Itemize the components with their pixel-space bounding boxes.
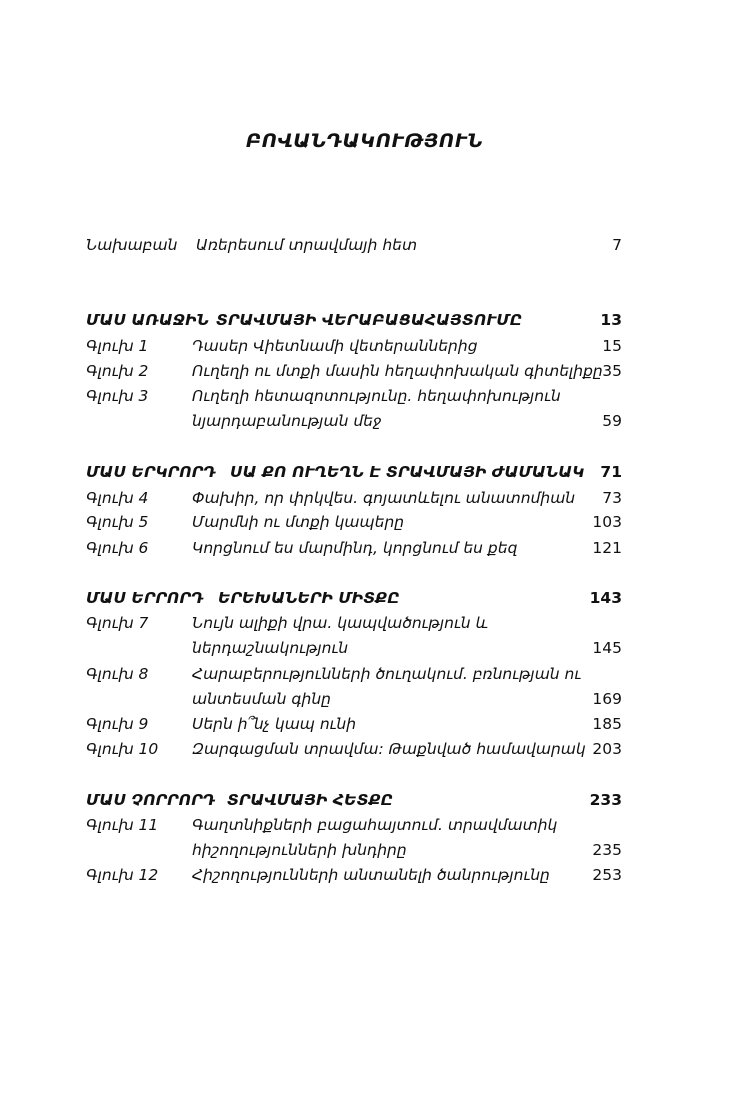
part-heading bbox=[86, 309, 622, 331]
chapter-title-line2: ներդաշնակություն bbox=[192, 639, 349, 657]
chapter-entry bbox=[86, 864, 622, 886]
chapter-label: Գլուխ 8 bbox=[86, 665, 149, 683]
part-title: ԵՐԵԽԱՆԵՐԻ ՄԻՏՔԸ bbox=[218, 589, 400, 607]
chapter-entry bbox=[86, 335, 622, 357]
chapter-title: Փախիր, որ փրկվես. գոյատևելու անատոմիան bbox=[192, 489, 576, 507]
chapter-label: Գլուխ 10 bbox=[86, 740, 159, 758]
chapter-title: Ուղեղի ու մտքի մասին հեղափոխական գիտելիքը bbox=[192, 362, 603, 380]
preface-page: 7 bbox=[612, 236, 622, 254]
chapter-label: Գլուխ 9 bbox=[86, 715, 149, 733]
preface-entry bbox=[86, 234, 622, 256]
part-page: 13 bbox=[600, 311, 622, 329]
chapter-page: 185 bbox=[592, 715, 622, 733]
chapter-title-line2: նյարդաբանության մեջ bbox=[192, 412, 382, 430]
part-title: ՍԱ ՔՈ ՈՒՂԵՂՆ Է ՏՐԱՎՄԱՅԻ ԺԱՄԱՆԱԿ bbox=[230, 463, 585, 481]
chapter-entry bbox=[86, 487, 622, 509]
part-label: ՄԱՍ ՉՈՐՐՈՐԴ bbox=[86, 791, 216, 809]
preface-title: Առերեսում տրավմայի հետ bbox=[196, 236, 418, 254]
part-heading bbox=[86, 587, 622, 609]
chapter-entry bbox=[86, 360, 622, 382]
chapter-entry-continued bbox=[86, 839, 622, 861]
chapter-label: Գլուխ 4 bbox=[86, 489, 149, 507]
chapter-label: Գլուխ 6 bbox=[86, 539, 149, 557]
page-title: ԲՈՎԱՆԴԱԿՈՒԹՅՈՒՆ bbox=[245, 130, 484, 152]
chapter-label: Գլուխ 11 bbox=[86, 816, 159, 834]
chapter-entry bbox=[86, 738, 622, 760]
chapter-entry-continued bbox=[86, 410, 622, 432]
chapter-title: Դասեր Վիետնամի վետերաններից bbox=[192, 337, 478, 355]
part-label: ՄԱՍ ԵՐՐՈՐԴ bbox=[86, 589, 204, 607]
chapter-page: 15 bbox=[602, 337, 622, 355]
part-title: ՏՐԱՎՄԱՅԻ ՎԵՐԱԲԱՑԱՀԱՅՏՈՒՄԸ bbox=[216, 311, 523, 329]
part-title: ՏՐԱՎՄԱՅԻ ՀԵՏՔԸ bbox=[227, 791, 394, 809]
chapter-label: Գլուխ 1 bbox=[86, 337, 149, 355]
chapter-title: Ուղեղի հետազոտությունը. հեղափոխություն bbox=[192, 387, 561, 405]
chapter-entry-continued bbox=[86, 637, 622, 659]
part-page: 71 bbox=[600, 463, 622, 481]
chapter-title: Սերն ի՞նչ կապ ունի bbox=[192, 715, 357, 733]
chapter-title: Կորցնում ես մարմինդ, կորցնում ես քեզ bbox=[192, 539, 518, 557]
chapter-entry bbox=[86, 511, 622, 533]
part-page: 143 bbox=[589, 589, 622, 607]
chapter-page: 203 bbox=[592, 740, 622, 758]
chapter-entry bbox=[86, 713, 622, 735]
chapter-title-line2: հիշողությունների խնդիրը bbox=[192, 841, 407, 859]
part-label: ՄԱՍ ԵՐԿՐՈՐԴ bbox=[86, 463, 216, 481]
chapter-entry bbox=[86, 663, 622, 685]
chapter-page: 121 bbox=[592, 539, 622, 557]
chapter-title: Զարգացման տրավմա: Թաքնված համավարակ bbox=[192, 740, 586, 758]
chapter-page: 253 bbox=[592, 866, 622, 884]
chapter-title: Նույն ալիքի վրա. կապվածություն և bbox=[192, 614, 489, 632]
chapter-entry bbox=[86, 537, 622, 559]
chapter-label: Գլուխ 2 bbox=[86, 362, 149, 380]
chapter-entry-continued bbox=[86, 688, 622, 710]
part-page: 233 bbox=[589, 791, 622, 809]
chapter-entry bbox=[86, 612, 622, 634]
chapter-label: Գլուխ 5 bbox=[86, 513, 149, 531]
chapter-label: Գլուխ 12 bbox=[86, 866, 159, 884]
chapter-page: 169 bbox=[592, 690, 622, 708]
chapter-page: 73 bbox=[602, 489, 622, 507]
chapter-entry bbox=[86, 385, 622, 407]
chapter-title: Մարմնի ու մտքի կապերը bbox=[192, 513, 405, 531]
chapter-title: Գաղտնիքների բացահայտում. տրավմատիկ bbox=[192, 816, 558, 834]
chapter-label: Գլուխ 7 bbox=[86, 614, 149, 632]
chapter-page: 59 bbox=[602, 412, 622, 430]
chapter-label: Գլուխ 3 bbox=[86, 387, 149, 405]
chapter-page: 35 bbox=[602, 362, 622, 380]
preface-label: Նախաբան bbox=[86, 236, 178, 254]
part-heading bbox=[86, 789, 622, 811]
chapter-page: 235 bbox=[592, 841, 622, 859]
chapter-entry bbox=[86, 814, 622, 836]
chapter-page: 145 bbox=[592, 639, 622, 657]
chapter-page: 103 bbox=[592, 513, 622, 531]
part-heading bbox=[86, 461, 622, 483]
chapter-title: Հիշողությունների անտանելի ծանրությունը bbox=[192, 866, 550, 884]
chapter-title-line2: անտեսման գինը bbox=[192, 690, 332, 708]
part-label: ՄԱՍ ԱՌԱՋԻՆ bbox=[86, 311, 209, 329]
chapter-title: Հարաբերությունների ծուղակում. բռնության ու bbox=[192, 665, 582, 683]
